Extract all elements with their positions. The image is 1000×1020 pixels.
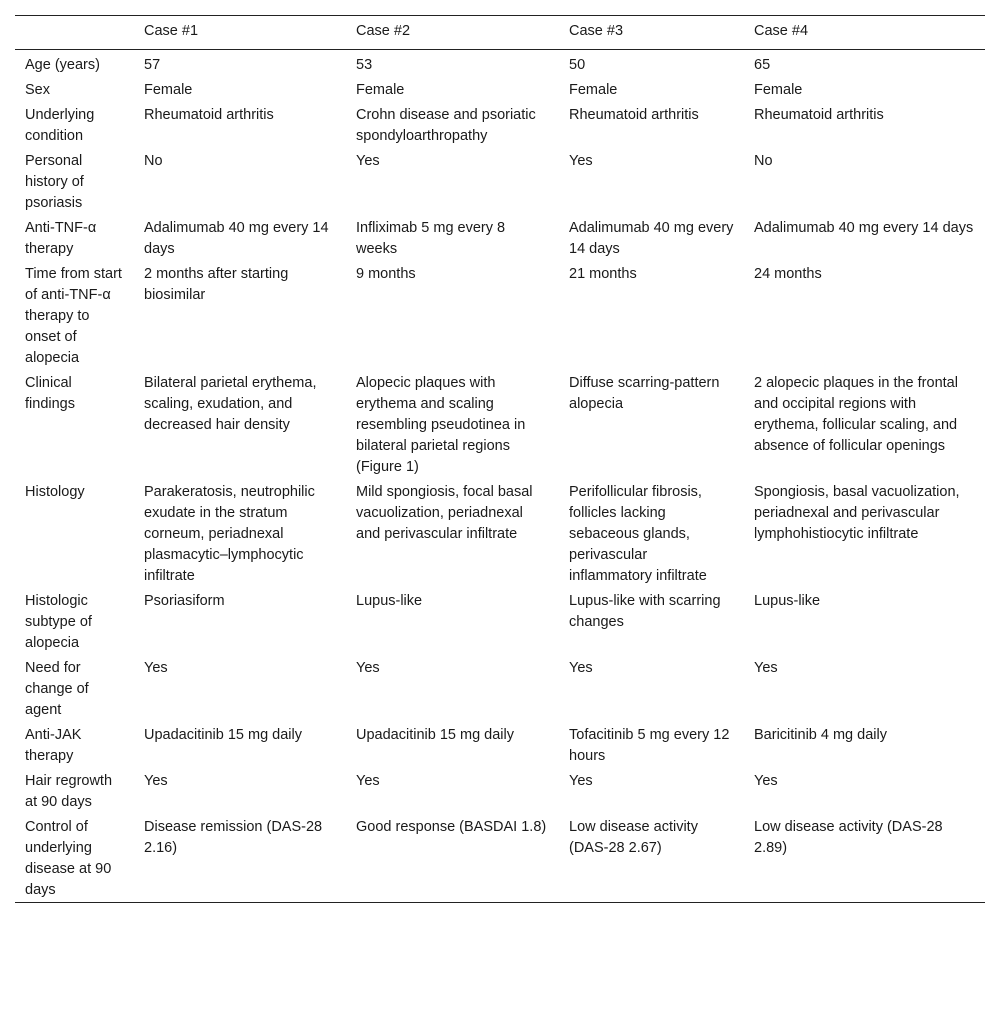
table-row	[15, 588, 985, 655]
row-label-cell: Sex	[25, 82, 50, 98]
case-1-cell: Upadacitinib 15 mg daily	[144, 727, 302, 743]
table-row	[15, 77, 985, 102]
row-label-cell: Control of underlying disease at 90 days	[25, 819, 112, 898]
table-row	[15, 814, 985, 903]
case-2-cell: Yes	[356, 773, 380, 789]
case-4-cell: Low disease activity (DAS-28 2.89)	[754, 819, 943, 856]
case-2-cell: Lupus-like	[356, 593, 423, 609]
case-4-cell: 65	[754, 57, 771, 73]
case-1-cell: No	[144, 153, 163, 169]
table-container	[15, 15, 985, 903]
case-3-cell: Tofacitinib 5 mg every 12 hours	[569, 727, 730, 764]
case-3-cell: Yes	[569, 660, 593, 676]
row-label-cell: Need for change of agent	[25, 660, 89, 718]
case-3-cell: Rheumatoid arthritis	[569, 107, 699, 123]
header-cell-case-2: Case #2	[356, 23, 411, 39]
table-row	[15, 655, 985, 722]
row-label-cell: Age (years)	[25, 57, 100, 73]
case-2-cell: Female	[356, 82, 405, 98]
case-2-cell: Mild spongiosis, focal basal vacuolization, periadnexal and perivascular infiltrate	[356, 484, 533, 542]
case-3-cell: Diffuse scarring-pattern alopecia	[569, 375, 720, 412]
case-1-cell: Yes	[144, 660, 168, 676]
case-3-cell: Yes	[569, 773, 593, 789]
case-4-cell: Baricitinib 4 mg daily	[754, 727, 887, 743]
case-1-cell: Bilateral parietal erythema, scaling, exudation, and decreased hair density	[144, 375, 317, 433]
row-label-cell: Histology	[25, 484, 85, 500]
table-row	[15, 479, 985, 588]
case-4-cell: Rheumatoid arthritis	[754, 107, 884, 123]
row-label-cell: Hair regrowth at 90 days	[25, 773, 113, 810]
row-label-cell: Underlying condition	[25, 107, 95, 144]
case-3-cell: Yes	[569, 153, 593, 169]
row-label-cell: Clinical findings	[25, 375, 75, 412]
case-comparison-table	[15, 15, 985, 903]
table-header-row	[15, 16, 985, 50]
row-label-cell: Anti-TNF-α therapy	[25, 220, 97, 257]
table-row	[15, 768, 985, 814]
table-row	[15, 50, 985, 78]
case-4-cell: No	[754, 153, 773, 169]
row-label-cell: Histologic subtype of alopecia	[25, 593, 92, 651]
case-1-cell: 2 months after starting biosimilar	[144, 266, 289, 303]
table-row	[15, 148, 985, 215]
case-2-cell: Good response (BASDAI 1.8)	[356, 819, 547, 835]
case-3-cell: Perifollicular fibrosis, follicles lacking sebaceous glands, perivascular inflammatory infiltrate	[569, 484, 707, 584]
case-4-cell: Yes	[754, 660, 778, 676]
case-2-cell: Yes	[356, 153, 380, 169]
table-row	[15, 722, 985, 768]
case-2-cell: Yes	[356, 660, 380, 676]
case-3-cell: Female	[569, 82, 618, 98]
table-row	[15, 370, 985, 479]
case-2-cell: Alopecic plaques with erythema and scaling resembling pseudotinea in bilateral parietal regions (Figure 1)	[356, 375, 526, 475]
case-3-cell: 21 months	[569, 266, 637, 282]
case-1-cell: Psoriasiform	[144, 593, 225, 609]
row-label-cell: Time from start of anti-TNF-α therapy to onset of alopecia	[25, 266, 122, 366]
case-4-cell: Adalimumab 40 mg every 14 days	[754, 220, 974, 236]
table-row	[15, 215, 985, 261]
case-4-cell: 24 months	[754, 266, 822, 282]
header-cell-case-1: Case #1	[144, 23, 199, 39]
case-4-cell: 2 alopecic plaques in the frontal and occipital regions with erythema, follicular scaling, and absence of follicular openings	[754, 375, 958, 454]
row-label-cell: Anti-JAK therapy	[25, 727, 82, 764]
case-1-cell: Rheumatoid arthritis	[144, 107, 274, 123]
case-4-cell: Yes	[754, 773, 778, 789]
case-4-cell: Lupus-like	[754, 593, 821, 609]
case-2-cell: Crohn disease and psoriatic spondyloarthropathy	[356, 107, 536, 144]
case-4-cell: Female	[754, 82, 803, 98]
case-2-cell: 9 months	[356, 266, 416, 282]
case-3-cell: Adalimumab 40 mg every 14 days	[569, 220, 734, 257]
header-cell-case-4: Case #4	[754, 23, 809, 39]
case-1-cell: Adalimumab 40 mg every 14 days	[144, 220, 329, 257]
case-3-cell: Low disease activity (DAS-28 2.67)	[569, 819, 698, 856]
header-cell-blank	[15, 16, 134, 50]
case-1-cell: Female	[144, 82, 193, 98]
case-3-cell: 50	[569, 57, 586, 73]
case-3-cell: Lupus-like with scarring changes	[569, 593, 721, 630]
table-row	[15, 102, 985, 148]
row-label-cell: Personal history of psoriasis	[25, 153, 84, 211]
case-1-cell: 57	[144, 57, 161, 73]
case-4-cell: Spongiosis, basal vacuolization, periadnexal and perivascular lymphohistiocytic infiltrate	[754, 484, 960, 542]
table-row	[15, 261, 985, 370]
case-1-cell: Yes	[144, 773, 168, 789]
case-1-cell: Parakeratosis, neutrophilic exudate in the stratum corneum, periadnexal plasmacytic–lymphocytic infiltrate	[144, 484, 315, 584]
case-2-cell: Infliximab 5 mg every 8 weeks	[356, 220, 506, 257]
header-cell-case-3: Case #3	[569, 23, 624, 39]
case-2-cell: 53	[356, 57, 373, 73]
case-2-cell: Upadacitinib 15 mg daily	[356, 727, 514, 743]
case-1-cell: Disease remission (DAS-28 2.16)	[144, 819, 323, 856]
